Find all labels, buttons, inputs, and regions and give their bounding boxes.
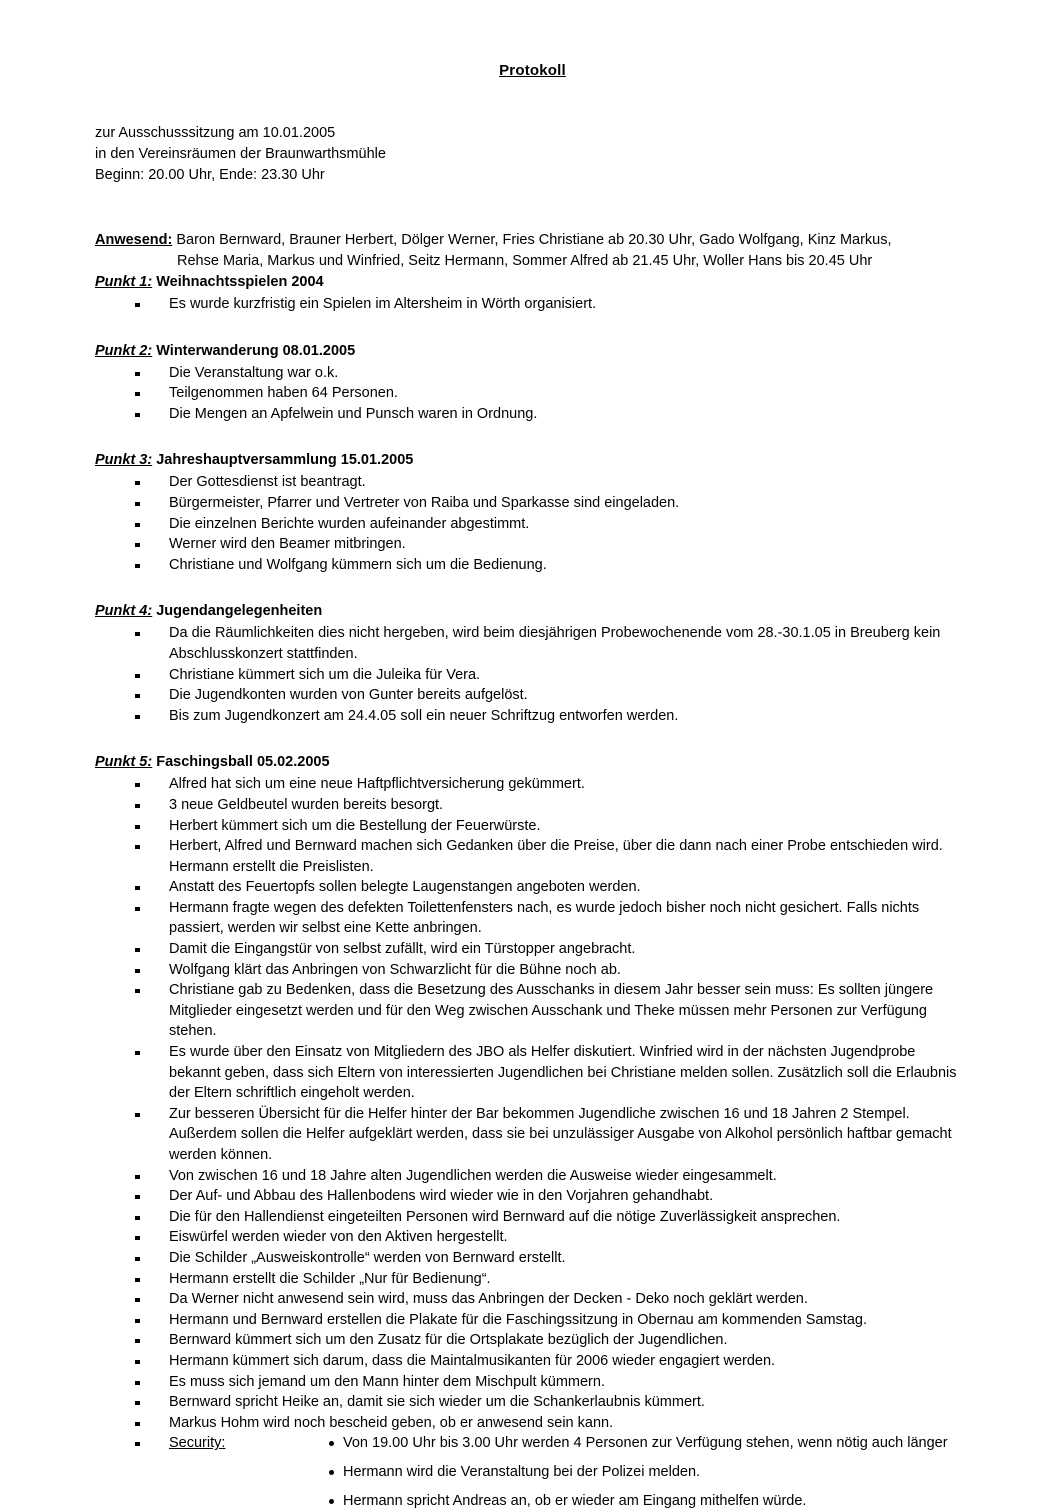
list-item-text: Markus Hohm wird noch bescheid geben, ob er anwesend sein kann. xyxy=(169,1413,970,1434)
list-item-text: Christiane gab zu Bedenken, dass die Besetzung des Ausschanks in diesem Jahr besser sein muss: Es sollten jüngere Mitglieder eingesetzt werden und für den Weg zwischen Ausschank und Theke müssen mehr Personen zur Verfügung stehen. xyxy=(169,980,970,1042)
list-item-text: Der Auf- und Abbau des Hallenbodens wird wieder wie in den Vorjahren gehandhabt. xyxy=(169,1186,970,1207)
square-bullet-icon xyxy=(135,523,140,527)
square-bullet-icon xyxy=(135,1051,140,1055)
list-item-text: Es wurde kurzfristig ein Spielen im Altersheim in Wörth organisiert. xyxy=(169,294,970,315)
section xyxy=(95,601,970,726)
list-item xyxy=(95,898,970,939)
list-item-text: Hermann erstellt die Schilder „Nur für Bedienung“. xyxy=(169,1269,970,1290)
list-item-text: Bernward spricht Heike an, damit sie sich wieder um die Schankerlaubnis kümmert. xyxy=(169,1392,970,1413)
round-bullet-icon xyxy=(329,1441,334,1446)
list-item-text: Christiane kümmert sich um die Juleika für Vera. xyxy=(169,665,970,686)
square-bullet-icon xyxy=(135,1381,140,1385)
document-content xyxy=(95,0,970,1511)
section-punkt-label: Punkt 5: xyxy=(95,754,152,770)
list-item xyxy=(95,555,970,576)
section-heading xyxy=(95,341,970,361)
list-item-text: 3 neue Geldbeutel wurden bereits besorgt. xyxy=(169,795,970,816)
list-item xyxy=(95,514,970,535)
square-bullet-icon xyxy=(135,1422,140,1426)
round-bullet-icon xyxy=(329,1499,334,1504)
square-bullet-icon xyxy=(135,694,140,698)
list-item-text: Hermann fragte wegen des defekten Toilettenfensters nach, es wurde jedoch bisher noch nicht gesichert. Falls nichts passiert, werden wir selbst eine Kette anbringen. xyxy=(169,898,970,939)
square-bullet-icon xyxy=(135,804,140,808)
list-item-text: Wolfgang klärt das Anbringen von Schwarzlicht für die Bühne noch ab. xyxy=(169,960,970,981)
list-item-text: Es muss sich jemand um den Mann hinter dem Mischpult kümmern. xyxy=(169,1372,970,1393)
square-bullet-icon xyxy=(135,825,140,829)
square-bullet-icon xyxy=(135,674,140,678)
list-item xyxy=(95,960,970,981)
list-item xyxy=(95,706,970,727)
round-bullet-icon xyxy=(329,1470,334,1475)
section xyxy=(95,272,970,315)
square-bullet-icon xyxy=(135,845,140,849)
section-title: Faschingsball 05.02.2005 xyxy=(156,754,329,770)
list-item xyxy=(95,877,970,898)
list-item xyxy=(95,1207,970,1228)
square-bullet-icon xyxy=(135,948,140,952)
list-item xyxy=(95,816,970,837)
list-item-text: Die Veranstaltung war o.k. xyxy=(169,363,970,384)
list-item-text: Werner wird den Beamer mitbringen. xyxy=(169,534,970,555)
square-bullet-icon xyxy=(135,969,140,973)
square-bullet-icon xyxy=(135,372,140,376)
list-item-text: Teilgenommen haben 64 Personen. xyxy=(169,383,970,404)
section-title: Jahreshauptversammlung 15.01.2005 xyxy=(156,452,413,468)
list-item-text: Da die Räumlichkeiten dies nicht hergeben, wird beim diesjährigen Probewochenende vom 28.-30.1.05 in Breuberg kein Abschlusskonzert stattfinden. xyxy=(169,623,970,664)
list-item xyxy=(95,1310,970,1331)
square-bullet-icon xyxy=(135,1113,140,1117)
square-bullet-icon xyxy=(135,502,140,506)
square-bullet-icon xyxy=(135,303,140,307)
list-item xyxy=(95,1104,970,1166)
list-item xyxy=(95,623,970,664)
list-item-text: Damit die Eingangstür von selbst zufällt, wird ein Türstopper angebracht. xyxy=(169,939,970,960)
square-bullet-icon xyxy=(135,886,140,890)
square-bullet-icon xyxy=(135,783,140,787)
section-punkt-label: Punkt 2: xyxy=(95,343,152,359)
page-title-text: Protokoll xyxy=(499,62,566,79)
list-item xyxy=(95,472,970,493)
section-title: Winterwanderung 08.01.2005 xyxy=(156,343,355,359)
section xyxy=(95,341,970,425)
square-bullet-icon xyxy=(135,1298,140,1302)
list-item-text: Es wurde über den Einsatz von Mitgliedern des JBO als Helfer diskutiert. Winfried wird in der nächsten Jugendprobe bekannt geben, dass sich Eltern von interessierten Jugendlichen bei Christiane melden sollen. Zusätzlich soll die Erlaubnis der Eltern schriftlich eingeholt werden. xyxy=(169,1042,970,1104)
sections-container xyxy=(95,272,970,1511)
meta-line-date: zur Ausschusssitzung am 10.01.2005 xyxy=(95,123,970,144)
meeting-meta xyxy=(95,123,970,186)
list-item-text: Christiane und Wolfgang kümmern sich um die Bedienung. xyxy=(169,555,970,576)
list-item xyxy=(95,1269,970,1290)
attendees-names-line2: Rehse Maria, Markus und Winfried, Seitz Hermann, Sommer Alfred ab 21.45 Uhr, Woller Hans bis 20.45 Uhr xyxy=(95,251,970,272)
list-item xyxy=(95,383,970,404)
section-punkt-label: Punkt 1: xyxy=(95,274,152,290)
security-item-list xyxy=(329,1433,959,1511)
list-item xyxy=(95,1330,970,1351)
square-bullet-icon xyxy=(135,1278,140,1282)
list-item-text: Von zwischen 16 und 18 Jahre alten Jugendlichen werden die Ausweise wieder eingesammelt. xyxy=(169,1166,970,1187)
security-label: Security: xyxy=(169,1433,329,1454)
list-item xyxy=(95,1248,970,1269)
list-item-text: Herbert kümmert sich um die Bestellung der Feuerwürste. xyxy=(169,816,970,837)
section-heading xyxy=(95,272,970,292)
list-item-text: Die für den Hallendienst eingeteilten Personen wird Bernward auf die nötige Zuverlässigkeit ansprechen. xyxy=(169,1207,970,1228)
list-item-text: Zur besseren Übersicht für die Helfer hinter der Bar bekommen Jugendliche zwischen 16 und 18 Jahren 2 Stempel. Außerdem sollen die Helfer aufgeklärt werden, dass sie bei unzulässiger Ausgabe von Alkohol persönlich haftbar gemacht werden können. xyxy=(169,1104,970,1166)
section-heading xyxy=(95,601,970,621)
list-item xyxy=(95,534,970,555)
security-list-item xyxy=(329,1433,959,1454)
list-item xyxy=(95,774,970,795)
list-item-text: Da Werner nicht anwesend sein wird, muss das Anbringen der Decken - Deko noch geklärt werden. xyxy=(169,1289,970,1310)
square-bullet-icon xyxy=(135,1216,140,1220)
square-bullet-icon xyxy=(135,1236,140,1240)
square-bullet-icon xyxy=(135,989,140,993)
meta-line-location: in den Vereinsräumen der Braunwarthsmühle xyxy=(95,144,970,165)
square-bullet-icon xyxy=(135,1319,140,1323)
square-bullet-icon xyxy=(135,1257,140,1261)
list-item-text: Bis zum Jugendkonzert am 24.4.05 soll ein neuer Schriftzug entworfen werden. xyxy=(169,706,970,727)
square-bullet-icon xyxy=(135,392,140,396)
attendees-block xyxy=(95,230,970,272)
list-item-text: Die einzelnen Berichte wurden aufeinander abgestimmt. xyxy=(169,514,970,535)
square-bullet-icon xyxy=(135,1175,140,1179)
square-bullet-icon xyxy=(135,632,140,636)
list-item xyxy=(95,795,970,816)
square-bullet-icon xyxy=(135,1339,140,1343)
list-item-text: Alfred hat sich um eine neue Haftpflichtversicherung gekümmert. xyxy=(169,774,970,795)
attendees-label: Anwesend: xyxy=(95,232,172,248)
section-title: Jugendangelegenheiten xyxy=(156,603,322,619)
square-bullet-icon xyxy=(135,543,140,547)
list-item xyxy=(95,685,970,706)
square-bullet-icon xyxy=(135,1401,140,1405)
list-item xyxy=(95,493,970,514)
list-item xyxy=(95,939,970,960)
section xyxy=(95,752,970,1511)
list-item-text: Hermann kümmert sich darum, dass die Maintalmusikanten für 2006 wieder engagiert werden. xyxy=(169,1351,970,1372)
section xyxy=(95,450,970,575)
list-item xyxy=(95,1166,970,1187)
list-item xyxy=(95,836,970,877)
square-bullet-icon xyxy=(135,564,140,568)
list-item xyxy=(95,404,970,425)
bullet-list xyxy=(95,294,970,315)
list-item xyxy=(95,1186,970,1207)
attendees-names-line1: Baron Bernward, Brauner Herbert, Dölger Werner, Fries Christiane ab 20.30 Uhr, Gado Wolfgang, Kinz Markus, xyxy=(172,232,891,248)
square-bullet-icon xyxy=(135,413,140,417)
list-item xyxy=(95,1413,970,1434)
security-row xyxy=(95,1433,970,1511)
security-list-item-text: Von 19.00 Uhr bis 3.00 Uhr werden 4 Personen zur Verfügung stehen, wenn nötig auch länger xyxy=(343,1435,948,1451)
square-bullet-icon xyxy=(135,715,140,719)
list-item xyxy=(95,1227,970,1248)
bullet-list xyxy=(95,363,970,425)
section-heading xyxy=(95,450,970,470)
list-item xyxy=(95,363,970,384)
security-list-item-text: Hermann wird die Veranstaltung bei der Polizei melden. xyxy=(343,1464,700,1480)
square-bullet-icon xyxy=(135,907,140,911)
list-item xyxy=(95,980,970,1042)
square-bullet-icon xyxy=(135,481,140,485)
list-item xyxy=(95,1289,970,1310)
square-bullet-icon xyxy=(135,1442,140,1446)
list-item xyxy=(95,1392,970,1413)
meta-line-time: Beginn: 20.00 Uhr, Ende: 23.30 Uhr xyxy=(95,165,970,186)
list-item-text: Bernward kümmert sich um den Zusatz für die Ortsplakate bezüglich der Jugendlichen. xyxy=(169,1330,970,1351)
list-item xyxy=(95,1372,970,1393)
bullet-list xyxy=(95,623,970,726)
section-heading xyxy=(95,752,970,772)
list-item-text: Anstatt des Feuertopfs sollen belegte Laugenstangen angeboten werden. xyxy=(169,877,970,898)
list-item-text: Die Jugendkonten wurden von Gunter bereits aufgelöst. xyxy=(169,685,970,706)
list-item-text: Die Schilder „Ausweiskontrolle“ werden von Bernward erstellt. xyxy=(169,1248,970,1269)
square-bullet-icon xyxy=(135,1360,140,1364)
section-punkt-label: Punkt 3: xyxy=(95,452,152,468)
bullet-list xyxy=(95,472,970,575)
list-item xyxy=(95,1351,970,1372)
list-item xyxy=(95,294,970,315)
list-item-text: Hermann und Bernward erstellen die Plakate für die Faschingssitzung in Obernau am kommenden Samstag. xyxy=(169,1310,970,1331)
security-list-item xyxy=(329,1491,959,1511)
bullet-list xyxy=(95,774,970,1433)
security-list-item-text: Hermann spricht Andreas an, ob er wieder am Eingang mithelfen würde. xyxy=(343,1493,806,1509)
page-title xyxy=(95,62,970,79)
list-item xyxy=(95,665,970,686)
list-item-text: Der Gottesdienst ist beantragt. xyxy=(169,472,970,493)
section-title: Weihnachtsspielen 2004 xyxy=(156,274,323,290)
square-bullet-icon xyxy=(135,1195,140,1199)
list-item-text: Herbert, Alfred und Bernward machen sich Gedanken über die Preise, über die dann nach einer Probe entschieden wird. Hermann erstellt die Preislisten. xyxy=(169,836,970,877)
list-item-text: Die Mengen an Apfelwein und Punsch waren in Ordnung. xyxy=(169,404,970,425)
list-item-text: Eiswürfel werden wieder von den Aktiven hergestellt. xyxy=(169,1227,970,1248)
security-list-item xyxy=(329,1462,959,1483)
list-item xyxy=(95,1042,970,1104)
section-punkt-label: Punkt 4: xyxy=(95,603,152,619)
list-item-text: Bürgermeister, Pfarrer und Vertreter von Raiba und Sparkasse sind eingeladen. xyxy=(169,493,970,514)
